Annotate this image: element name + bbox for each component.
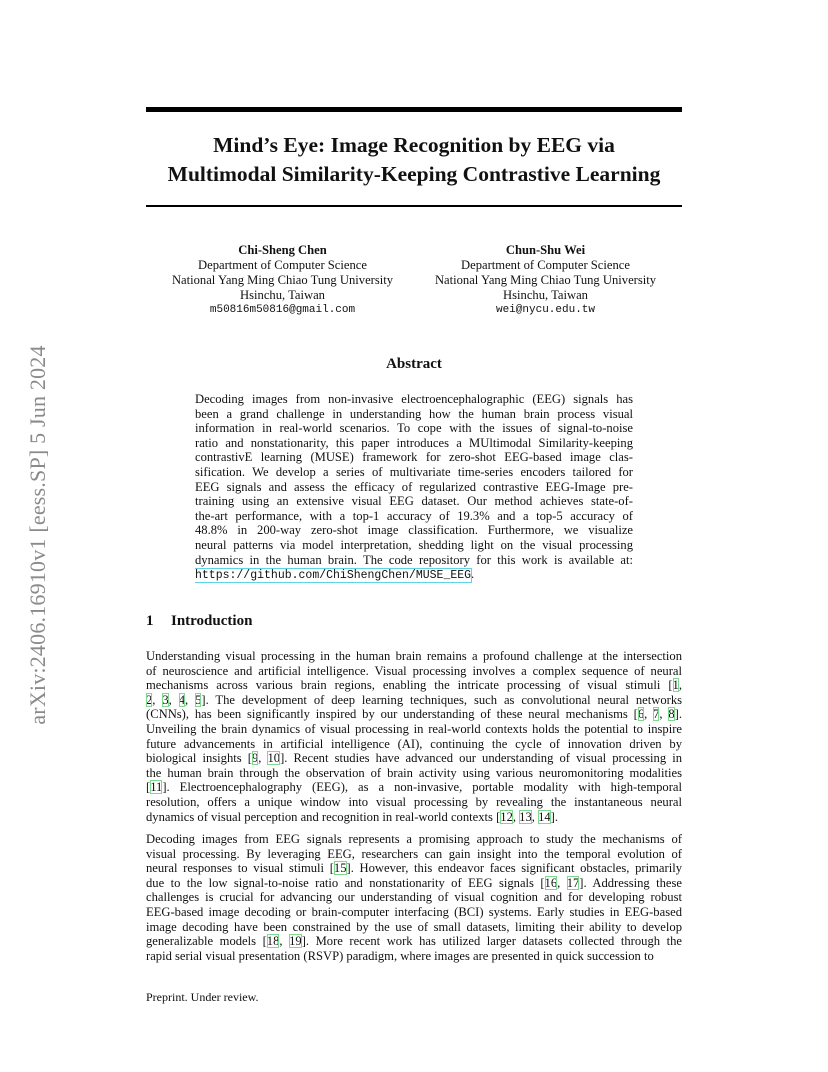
- text-segment: ,: [152, 692, 163, 707]
- text-line: [146, 751, 682, 766]
- author-name: Chi-Sheng Chen: [238, 243, 327, 257]
- text-line: [146, 847, 682, 862]
- citation-link[interactable]: 19: [289, 934, 302, 949]
- text-segment: of neuroscience and artificial intelligence. Visual processing involves a complex sequence of neural: [146, 663, 682, 678]
- text-line: [146, 949, 682, 964]
- section-number: 1: [146, 613, 154, 629]
- author-email[interactable]: m50816m50816@gmail.com: [209, 304, 356, 316]
- text-segment: the human brain through the observation of brain activity using various neuromonitoring modalities: [146, 765, 682, 780]
- author-name: Chun-Shu Wei: [505, 243, 586, 257]
- text-segment: [: [146, 780, 151, 795]
- text-segment: ]. Addressing these: [579, 875, 682, 890]
- text-segment: ]. More recent work has utilized larger datasets collected through the: [301, 934, 682, 949]
- code-repository-link[interactable]: https://github.com/ChiShengChen/MUSE_EEG: [195, 569, 472, 583]
- citation-link[interactable]: 11: [150, 780, 163, 795]
- text-segment: dynamics of visual perception and recognition in real-world contexts [: [146, 809, 501, 824]
- citation-link[interactable]: 5: [195, 692, 202, 707]
- text-segment: due to the low signal-to-noise ratio and nonstationarity of EEG signals [: [146, 875, 545, 890]
- author-department: Department of Computer Science: [461, 258, 630, 272]
- abstract-end-period: .: [471, 567, 475, 582]
- citation-link[interactable]: 14: [538, 809, 551, 824]
- text-line: [146, 795, 682, 810]
- author-location: Hsinchu, Taiwan: [240, 288, 325, 302]
- author-department: Department of Computer Science: [198, 258, 367, 272]
- text-line: [146, 890, 682, 905]
- title-bottom-rule: [146, 205, 682, 207]
- text-line: [146, 737, 682, 752]
- text-line: [146, 810, 682, 825]
- text-line: [146, 832, 682, 847]
- abstract-line: Decoding images from non-invasive electroencephalographic (EEG) signals has: [195, 392, 633, 406]
- text-segment: ]. The development of deep learning techniques, such as convolutional neural networks: [201, 692, 682, 707]
- text-segment: ,: [258, 751, 268, 766]
- text-line: [146, 678, 682, 693]
- abstract-line: neural patterns via model interpretation, shedding light on the visual processing: [195, 537, 633, 552]
- arxiv-identifier[interactable]: arXiv:2406.16910v1 [eess.SP] 5 Jun 2024: [25, 345, 50, 725]
- citation-link[interactable]: 6: [637, 707, 645, 722]
- title-line-1: Mind’s Eye: Image Recognition by EEG via: [213, 133, 615, 157]
- citation-link[interactable]: 2: [146, 692, 153, 707]
- citation-link[interactable]: 13: [519, 809, 532, 824]
- abstract-line: sification. We develop a series of multivariate time-series encoders tailored for: [195, 464, 633, 479]
- text-segment: (CNNs), has been significantly inspired by our understanding of these neural mechanisms [: [146, 707, 638, 722]
- author-location: Hsinchu, Taiwan: [503, 288, 588, 302]
- citation-link[interactable]: 18: [266, 934, 280, 949]
- abstract-text: [195, 392, 633, 584]
- text-segment: generalizable models [: [146, 934, 267, 949]
- abstract-line: ratio and nonstationarity, this paper introduces a MUltimodal Similarity-keeping: [195, 435, 633, 450]
- text-segment: ]. However, this endeavor faces significant obstacles, primarily: [346, 861, 682, 876]
- citation-link[interactable]: 4: [178, 692, 186, 707]
- paper-title: [146, 131, 682, 189]
- text-line: [146, 722, 682, 737]
- text-segment: EEG-based image decoding or brain-computer interfacing (BCI) systems. Early studies in EEG-based: [146, 904, 682, 919]
- text-segment: ].: [674, 707, 682, 722]
- text-line: [146, 934, 682, 949]
- text-segment: ,: [659, 707, 669, 722]
- text-segment: ,: [185, 692, 196, 707]
- text-line: [146, 649, 682, 664]
- text-line: [146, 920, 682, 935]
- text-line: [146, 693, 682, 708]
- text-segment: ].: [550, 809, 558, 824]
- author-email[interactable]: wei@nycu.edu.tw: [495, 304, 596, 316]
- text-segment: ,: [168, 692, 179, 707]
- author-block-1: [160, 243, 405, 318]
- citation-link[interactable]: 9: [251, 751, 259, 766]
- citation-link[interactable]: 15: [333, 861, 347, 876]
- text-segment: ,: [678, 678, 682, 693]
- text-segment: Decoding images from EEG signals represents a promising approach to study the mechanisms of: [146, 832, 682, 846]
- text-segment: ,: [279, 934, 290, 949]
- text-segment: resolution, offers a unique window into visual processing by revealing the instantaneous neural: [146, 794, 682, 809]
- text-segment: ,: [557, 875, 567, 890]
- text-segment: future advancements in artificial intelligence (AI), continuing the cycle of innovation driven by: [146, 736, 682, 751]
- intro-paragraph-2: [146, 832, 682, 963]
- text-segment: Unveiling the brain dynamics of visual processing in real-world contexts holds the potential to inspire: [146, 721, 682, 736]
- text-segment: neural responses to visual stimuli [: [146, 861, 334, 876]
- text-segment: rapid serial visual presentation (RSVP) paradigm, where images are presented in quick succession to: [146, 948, 654, 963]
- citation-link[interactable]: 8: [668, 707, 675, 722]
- abstract-line: EEG signals and assess the efficacy of regularized contrastive EEG-Image pre-: [195, 479, 633, 494]
- text-segment: biological insights [: [146, 751, 252, 766]
- text-segment: ,: [512, 809, 520, 824]
- text-line: [146, 664, 682, 679]
- text-segment: ,: [644, 707, 654, 722]
- abstract-line: [195, 567, 633, 584]
- citation-link[interactable]: 17: [566, 875, 580, 890]
- abstract-line: 48.8% in 200-way zero-shot image classification. Furthermore, we visualize: [195, 523, 633, 538]
- section-heading: [146, 613, 252, 630]
- text-segment: mechanisms across various brain regions, enabling the intricate processing of visual stimuli [: [146, 678, 673, 693]
- abstract-line: been a grand challenge in understanding how the human brain process visual: [195, 406, 633, 421]
- citation-link[interactable]: 12: [500, 809, 513, 824]
- text-line: [146, 905, 682, 920]
- author-university: National Yang Ming Chiao Tung University: [171, 273, 394, 287]
- text-line: [146, 876, 682, 891]
- title-line-2: Multimodal Similarity-Keeping Contrastive Learning: [167, 162, 661, 186]
- title-top-rule: [146, 107, 682, 112]
- footer-note: Preprint. Under review.: [146, 990, 259, 1004]
- text-segment: ,: [531, 809, 539, 824]
- author-block-2: [423, 243, 668, 318]
- text-line: [146, 861, 682, 876]
- citation-link[interactable]: 1: [672, 678, 679, 693]
- text-segment: image decoding have been constrained by the use of small datasets, limiting their ability to develop: [146, 919, 682, 934]
- citation-link[interactable]: 3: [162, 692, 169, 707]
- abstract-line: training using an extensive visual EEG dataset. Our method achieves state-of-: [195, 494, 633, 509]
- abstract-line: information in real-world scenarios. To cope with the issues of signal-to-noise: [195, 421, 633, 436]
- abstract-line: the-art performance, with a top-1 accuracy of 19.3% and a top-5 accuracy of: [195, 508, 633, 523]
- intro-paragraph-1: [146, 649, 682, 824]
- text-segment: challenges is crucial for advancing our understanding of visual cognition and for developing robust: [146, 890, 682, 905]
- text-line: [146, 707, 682, 722]
- abstract-line: dynamics in the human brain. The code repository for this work is available at:: [195, 552, 633, 567]
- citation-link[interactable]: 16: [544, 875, 558, 890]
- text-line: [146, 780, 682, 795]
- abstract-heading: Abstract: [386, 356, 442, 372]
- citation-link[interactable]: 10: [267, 751, 281, 766]
- text-segment: ]. Recent studies have advanced our understanding of visual processing in: [280, 751, 682, 766]
- text-segment: Understanding visual processing in the human brain remains a profound challenge at the intersection: [146, 649, 682, 663]
- abstract-line: contrastivE learning (MUSE) framework for zero-shot EEG-based image clas-: [195, 450, 633, 465]
- text-segment: visual processing. By leveraging EEG, researchers can gain insight into the temporal evolution of: [146, 846, 682, 861]
- text-segment: ]. Electroencephalography (EEG), as a non-invasive, portable modality with high-temporal: [162, 780, 682, 795]
- text-line: [146, 766, 682, 781]
- author-university: National Yang Ming Chiao Tung University: [434, 273, 657, 287]
- citation-link[interactable]: 7: [653, 707, 660, 722]
- section-title: Introduction: [171, 613, 253, 629]
